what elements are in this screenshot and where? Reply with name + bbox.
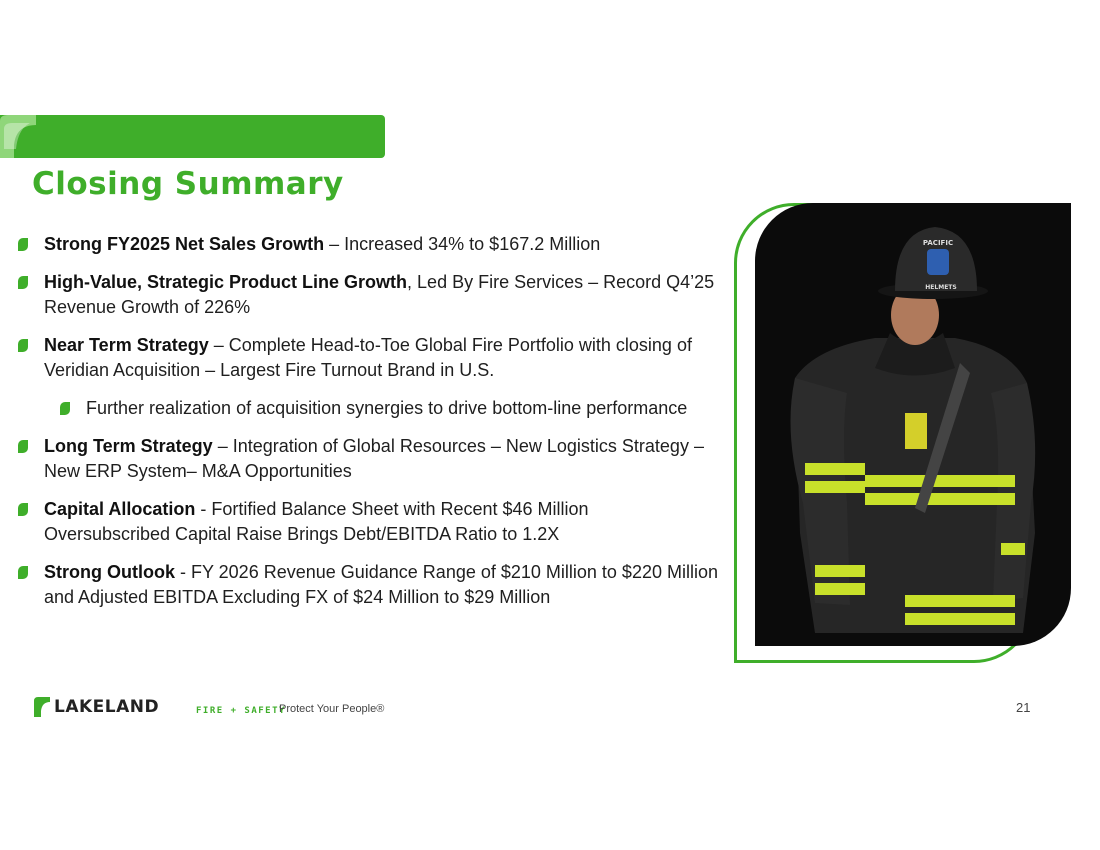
firefighter-illustration	[755, 203, 1071, 646]
bullet-leaf-icon	[18, 238, 28, 251]
header-accent-bar	[0, 115, 385, 158]
page-number: 21	[1016, 700, 1031, 715]
reflective-stripe	[865, 475, 1015, 487]
reflective-stripe	[1001, 543, 1025, 555]
leaf-logo-icon	[0, 115, 36, 158]
bullet-text: Further realization of acquisition synergies to drive bottom-line performance	[86, 398, 688, 418]
bullet-leaf-icon	[60, 402, 70, 415]
bullet-text: – Integration of Global Resources – New Logistics Strategy – New ERP System– M&A Opportunities	[44, 436, 704, 481]
bullet-text: – Complete Head-to-Toe Global Fire Portfolio with closing of Veridian Acquisition – Largest Fire Turnout Brand in U.S.	[44, 335, 692, 380]
brand-name: LAKELAND	[54, 697, 160, 717]
tagline: Protect Your People®	[279, 703, 385, 715]
bullet-leaf-icon	[18, 503, 28, 516]
bullet-text: – Increased 34% to $167.2 Million	[324, 234, 601, 254]
bullet-heading: Long Term Strategy	[44, 436, 213, 456]
helmet-text-top: PACIFIC	[922, 239, 954, 247]
bullet-leaf-icon	[18, 276, 28, 289]
helmet-badge	[927, 249, 949, 275]
bullet-strong-outlook	[18, 560, 718, 610]
reflective-stripe	[815, 583, 865, 595]
page-title: Closing Summary	[32, 166, 344, 202]
bullet-leaf-icon	[18, 566, 28, 579]
bullet-text: , Led By Fire Services – Record Q4’25 Revenue Growth of 226%	[44, 272, 715, 317]
bullet-heading: Strong Outlook	[44, 562, 175, 582]
bullet-capital-allocation	[18, 497, 718, 547]
summary-bullet-list	[18, 232, 718, 623]
bullet-product-line-growth	[18, 270, 718, 320]
bullet-net-sales-growth	[18, 232, 718, 257]
reflective-stripe	[905, 613, 1015, 625]
brand-subtitle: FIRE + SAFETY	[196, 706, 286, 716]
helmet-text-bottom: HELMETS	[925, 284, 957, 291]
reflective-stripe	[865, 493, 1015, 505]
bullet-text: - Fortified Balance Sheet with Recent $46 Million Oversubscribed Capital Raise Brings Debt/EBITDA Ratio to 1.2X	[44, 499, 589, 544]
bullet-near-term-strategy	[18, 333, 718, 383]
firefighter-photo	[755, 203, 1071, 646]
bullet-heading: Strong FY2025 Net Sales Growth	[44, 234, 325, 254]
bullet-leaf-icon	[18, 440, 28, 453]
reflective-stripe	[805, 463, 865, 475]
bullet-heading: Capital Allocation	[44, 499, 196, 519]
bullet-text: - FY 2026 Revenue Guidance Range of $210 Million to $220 Million and Adjusted EBITDA Excluding FX of $24 Million to $29 Million	[44, 562, 718, 607]
sub-bullet-synergies	[60, 396, 718, 421]
bullet-leaf-icon	[18, 339, 28, 352]
bullet-long-term-strategy	[18, 434, 718, 484]
reflective-stripe	[805, 481, 865, 493]
reflective-stripe	[815, 565, 865, 577]
lakeland-leaf-icon	[34, 697, 50, 717]
bullet-heading: Near Term Strategy	[44, 335, 209, 355]
coat-tab	[905, 413, 927, 449]
bullet-heading: High-Value, Strategic Product Line Growth	[44, 272, 408, 292]
reflective-stripe	[905, 595, 1015, 607]
